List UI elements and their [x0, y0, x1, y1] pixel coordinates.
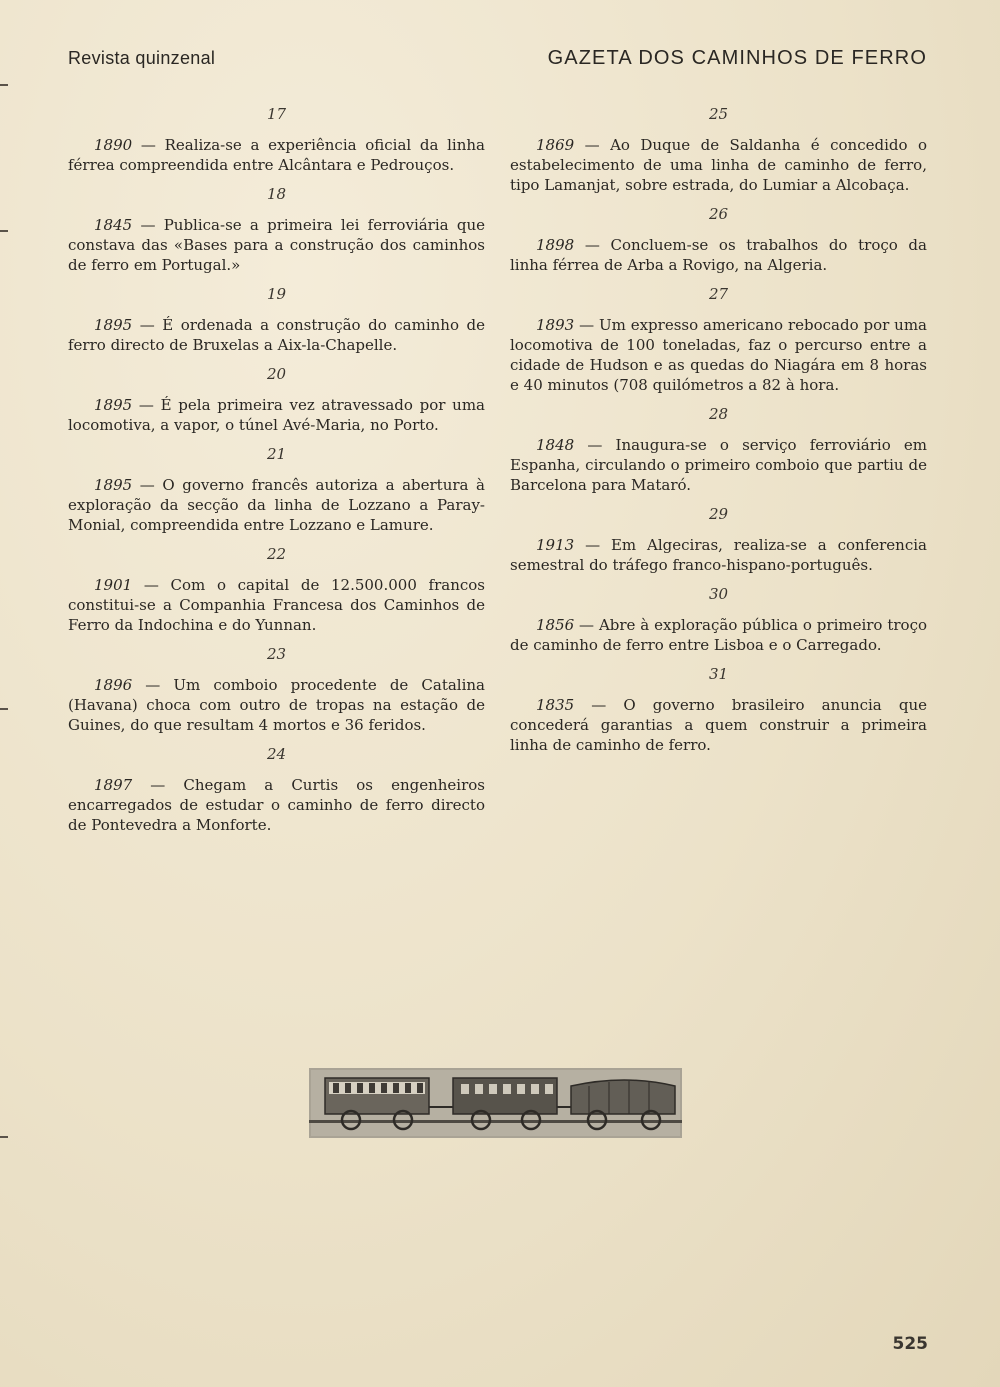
- chronology-entry: [68, 215, 485, 275]
- chronology-entry: [510, 315, 927, 395]
- chronology-entry: [510, 695, 927, 755]
- entry-dash: —: [574, 616, 599, 634]
- chronology-entry: [510, 535, 927, 575]
- entry-text: Um expresso americano rebocado por uma locomotiva de 100 toneladas, faz o percurso entre a cidade de Hudson e as quedas do Niagára em 8 horas e 40 minutos (708 quilómetros a 82 à hora.: [510, 316, 928, 394]
- chronology-entry: [510, 435, 927, 495]
- entry-text: O governo francês autoriza a abertura à exploração da secção da linha de Lozzano a Paray-Monial, compreendida entre Lozzano e Lamure.: [68, 476, 485, 534]
- day-number: 30: [708, 585, 729, 603]
- binding-mark: [0, 1136, 8, 1138]
- entry-dash: —: [132, 316, 163, 334]
- entry-text: Publica-se a primeira lei ferroviária que constava das «Bases para a construção dos caminhos de ferro em Portugal.»: [68, 216, 485, 274]
- chronology-entry: [510, 615, 927, 655]
- header-left: Revista quinzenal: [68, 48, 216, 68]
- binding-mark: [0, 230, 8, 232]
- entry-text: Inaugura-se o serviço ferroviário em Espanha, circulando o primeiro comboio que partiu de Barcelona para Mataró.: [510, 436, 927, 494]
- entry-year: 1869: [536, 136, 575, 154]
- entry-year: 1895: [94, 396, 133, 414]
- entry-dash: —: [132, 576, 171, 594]
- chronology-entry: [68, 775, 485, 835]
- day-number: 31: [708, 665, 729, 683]
- entry-text: O governo brasileiro anuncia que concederá garantias a quem construir a primeira linha de caminho de ferro.: [510, 696, 927, 754]
- day-number: 23: [266, 645, 287, 663]
- binding-mark: [0, 708, 8, 710]
- header-right: GAZETA DOS CAMINHOS DE FERRO: [547, 47, 927, 69]
- entry-year: 1845: [94, 216, 133, 234]
- day-number: 18: [266, 185, 287, 203]
- day-number: 28: [708, 405, 729, 423]
- day-number: 17: [266, 105, 287, 123]
- entry-text: Ao Duque de Saldanha é concedido o estabelecimento de uma linha de caminho de ferro, tipo Lamanjat, sobre estrada, do Lumiar a Alcobaça.: [510, 136, 927, 194]
- day-number: 22: [266, 545, 287, 563]
- chronology-entry: [68, 575, 485, 635]
- entry-text: É ordenada a construção do caminho de ferro directo de Bruxelas a Aix-la-Chapelle.: [68, 316, 485, 354]
- binding-mark: [0, 84, 8, 86]
- entry-year: 1890: [94, 136, 133, 154]
- left-column: [68, 105, 485, 845]
- chronology-entry: [68, 315, 485, 355]
- day-number: 24: [266, 745, 287, 763]
- entry-dash: —: [574, 536, 611, 554]
- entry-year: 1896: [94, 676, 133, 694]
- entry-dash: —: [574, 316, 599, 334]
- chronology-entry: [68, 475, 485, 535]
- entry-text: Realiza-se a experiência oficial da linha férrea compreendida entre Alcântara e Pedrouços.: [68, 136, 485, 174]
- entry-dash: —: [574, 436, 616, 454]
- entry-dash: —: [132, 136, 165, 154]
- entry-text: É pela primeira vez atravessado por uma locomotiva, a vapor, o túnel Avé-Maria, no Porto.: [68, 396, 485, 434]
- entry-text: Em Algeciras, realiza-se a conferencia semestral do tráfego franco-hispano-português.: [510, 536, 927, 574]
- entry-year: 1895: [94, 476, 133, 494]
- page-number: 525: [892, 1334, 928, 1354]
- entry-dash: —: [132, 216, 164, 234]
- chronology-entry: [510, 235, 927, 275]
- entry-year: 1898: [536, 236, 575, 254]
- entry-year: 1856: [536, 616, 575, 634]
- day-number: 20: [266, 365, 287, 383]
- entry-dash: —: [132, 776, 184, 794]
- entry-text: Abre à exploração pública o primeiro troço de caminho de ferro entre Lisboa e o Carregado.: [510, 616, 927, 654]
- entry-dash: —: [574, 696, 624, 714]
- entry-year: 1901: [94, 576, 133, 594]
- entry-text: Concluem-se os trabalhos do troço da linha férrea de Arba a Rovigo, na Algeria.: [510, 236, 927, 274]
- train-carriages-illustration: [309, 1068, 682, 1138]
- day-number: 27: [708, 285, 729, 303]
- day-number: 19: [266, 285, 287, 303]
- day-number: 29: [708, 505, 729, 523]
- entry-dash: —: [574, 136, 611, 154]
- right-column: [510, 105, 927, 765]
- entry-dash: —: [132, 396, 161, 414]
- chronology-entry: [68, 135, 485, 175]
- entry-text: Com o capital de 12.500.000 francos constitui-se a Companhia Francesa dos Caminhos de Ferro da Indochina e do Yunnan.: [68, 576, 485, 634]
- day-number: 21: [266, 445, 287, 463]
- chronology-entry: [510, 135, 927, 195]
- entry-dash: —: [132, 676, 174, 694]
- entry-dash: —: [132, 476, 163, 494]
- entry-year: 1893: [536, 316, 575, 334]
- day-number: 26: [708, 205, 729, 223]
- entry-year: 1835: [536, 696, 575, 714]
- entry-text: Chegam a Curtis os engenheiros encarregados de estudar o caminho de ferro directo de Pontevedra a Monforte.: [68, 776, 485, 834]
- entry-year: 1913: [536, 536, 575, 554]
- chronology-entry: [68, 395, 485, 435]
- entry-year: 1897: [94, 776, 133, 794]
- entry-dash: —: [574, 236, 611, 254]
- chronology-entry: [68, 675, 485, 735]
- entry-text: Um comboio procedente de Catalina (Havana) choca com outro de tropas na estação de Guines, do que resultam 4 mortos e 36 feridos.: [68, 676, 485, 734]
- entry-year: 1848: [536, 436, 575, 454]
- entry-year: 1895: [94, 316, 133, 334]
- day-number: 25: [708, 105, 729, 123]
